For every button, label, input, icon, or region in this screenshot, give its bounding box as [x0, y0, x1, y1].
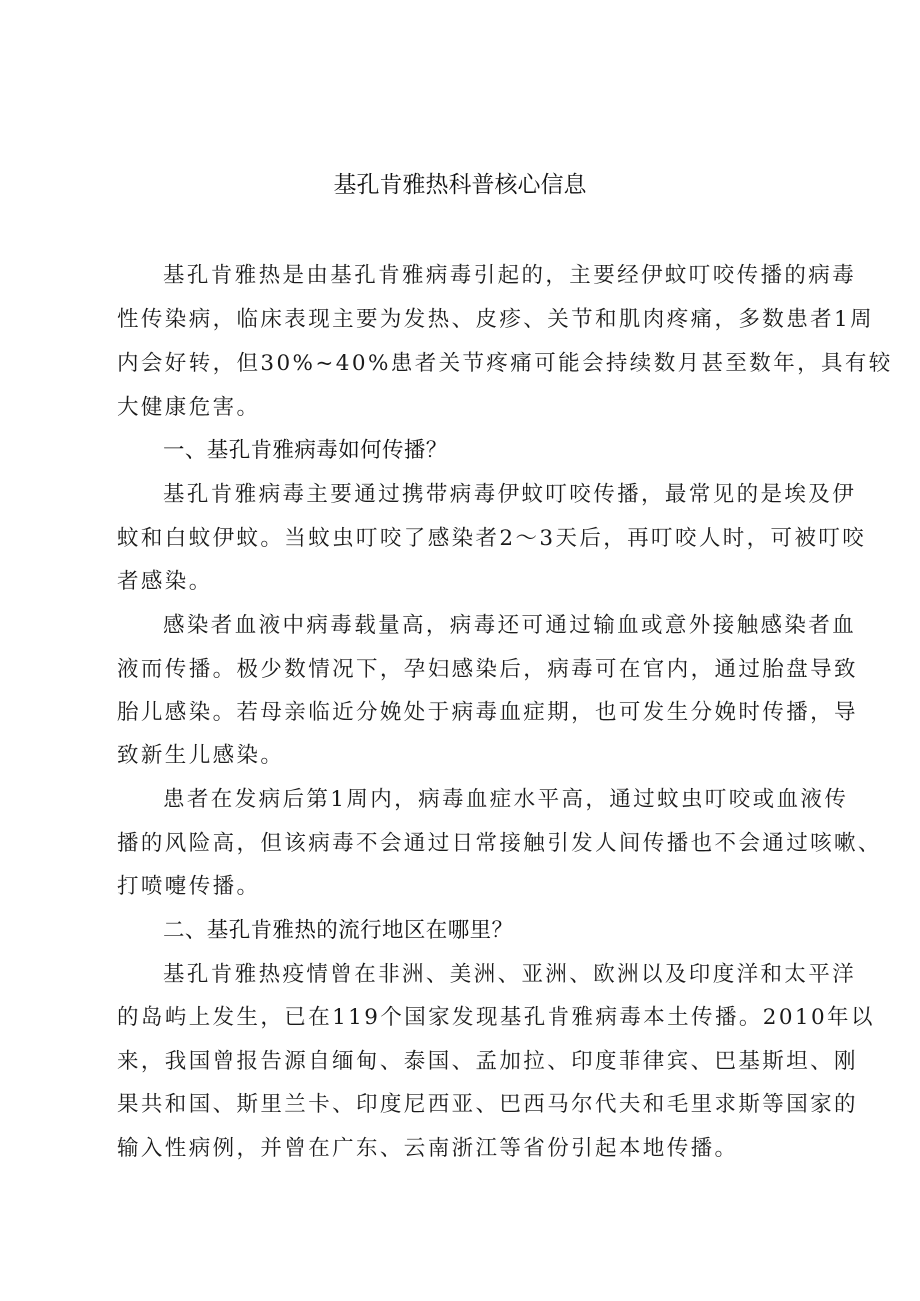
paragraph-line: 基孔肯雅病毒主要通过携带病毒伊蚊叮咬传播，最常见的是埃及伊: [163, 482, 857, 507]
paragraph-line: 的岛屿上发生，已在119个国家发现基孔肯雅病毒本土传播。2010年以: [117, 1005, 875, 1030]
paragraph-line: 打喷嚏传播。: [117, 874, 261, 899]
paragraph-line: 患者在发病后第1周内，病毒血症水平高，通过蚊虫叮咬或血液传: [163, 787, 849, 812]
paragraph-line: 输入性病例，并曾在广东、云南浙江等省份引起本地传播。: [117, 1136, 739, 1161]
section1-heading: 一、基孔肯雅病毒如何传播？: [163, 438, 448, 463]
paragraph-line: 胎儿感染。若母亲临近分娩处于病毒血症期，也可发生分娩时传播，导: [117, 700, 858, 725]
paragraph-line: 感染者血液中病毒载量高，病毒还可通过输血或意外接触感染者血: [163, 613, 857, 638]
intro-line: 性传染病，临床表现主要为发热、皮疹、关节和肌肉疼痛，多数患者1周: [117, 307, 874, 332]
paragraph-line: 致新生儿感染。: [117, 743, 285, 768]
intro-line: 大健康危害。: [117, 395, 261, 420]
paragraph-line: 蚊和白蚊伊蚊。当蚊虫叮咬了感染者2～3天后，再叮咬人时，可被叮咬: [117, 526, 867, 551]
paragraph-line: 果共和国、斯里兰卡、印度尼西亚、巴西马尔代夫和毛里求斯等国家的: [117, 1092, 858, 1117]
paragraph-line: 播的风险高，但该病毒不会通过日常接触引发人间传播也不会通过咳嗽、: [117, 831, 882, 856]
paragraph-line: 基孔肯雅热疫情曾在非洲、美洲、亚洲、欧洲以及印度洋和太平洋: [163, 962, 857, 987]
paragraph-line: 者感染。: [117, 569, 213, 594]
paragraph-line: 来，我国曾报告源自缅甸、泰国、孟加拉、印度菲律宾、巴基斯坦、刚: [117, 1049, 858, 1074]
paragraph-line: 液而传播。极少数情况下，孕妇感染后，病毒可在官内，通过胎盘导致: [117, 657, 858, 682]
intro-line: 基孔肯雅热是由基孔肯雅病毒引起的，主要经伊蚊叮咬传播的病毒: [163, 263, 857, 288]
section2-heading: 二、基孔肯雅热的流行地区在哪里？: [163, 918, 514, 943]
intro-line: 内会好转，但30%~40%患者关节疼痛可能会持续数月甚至数年，具有较: [117, 351, 893, 376]
document-title: 基孔肯雅热科普核心信息: [333, 172, 587, 198]
